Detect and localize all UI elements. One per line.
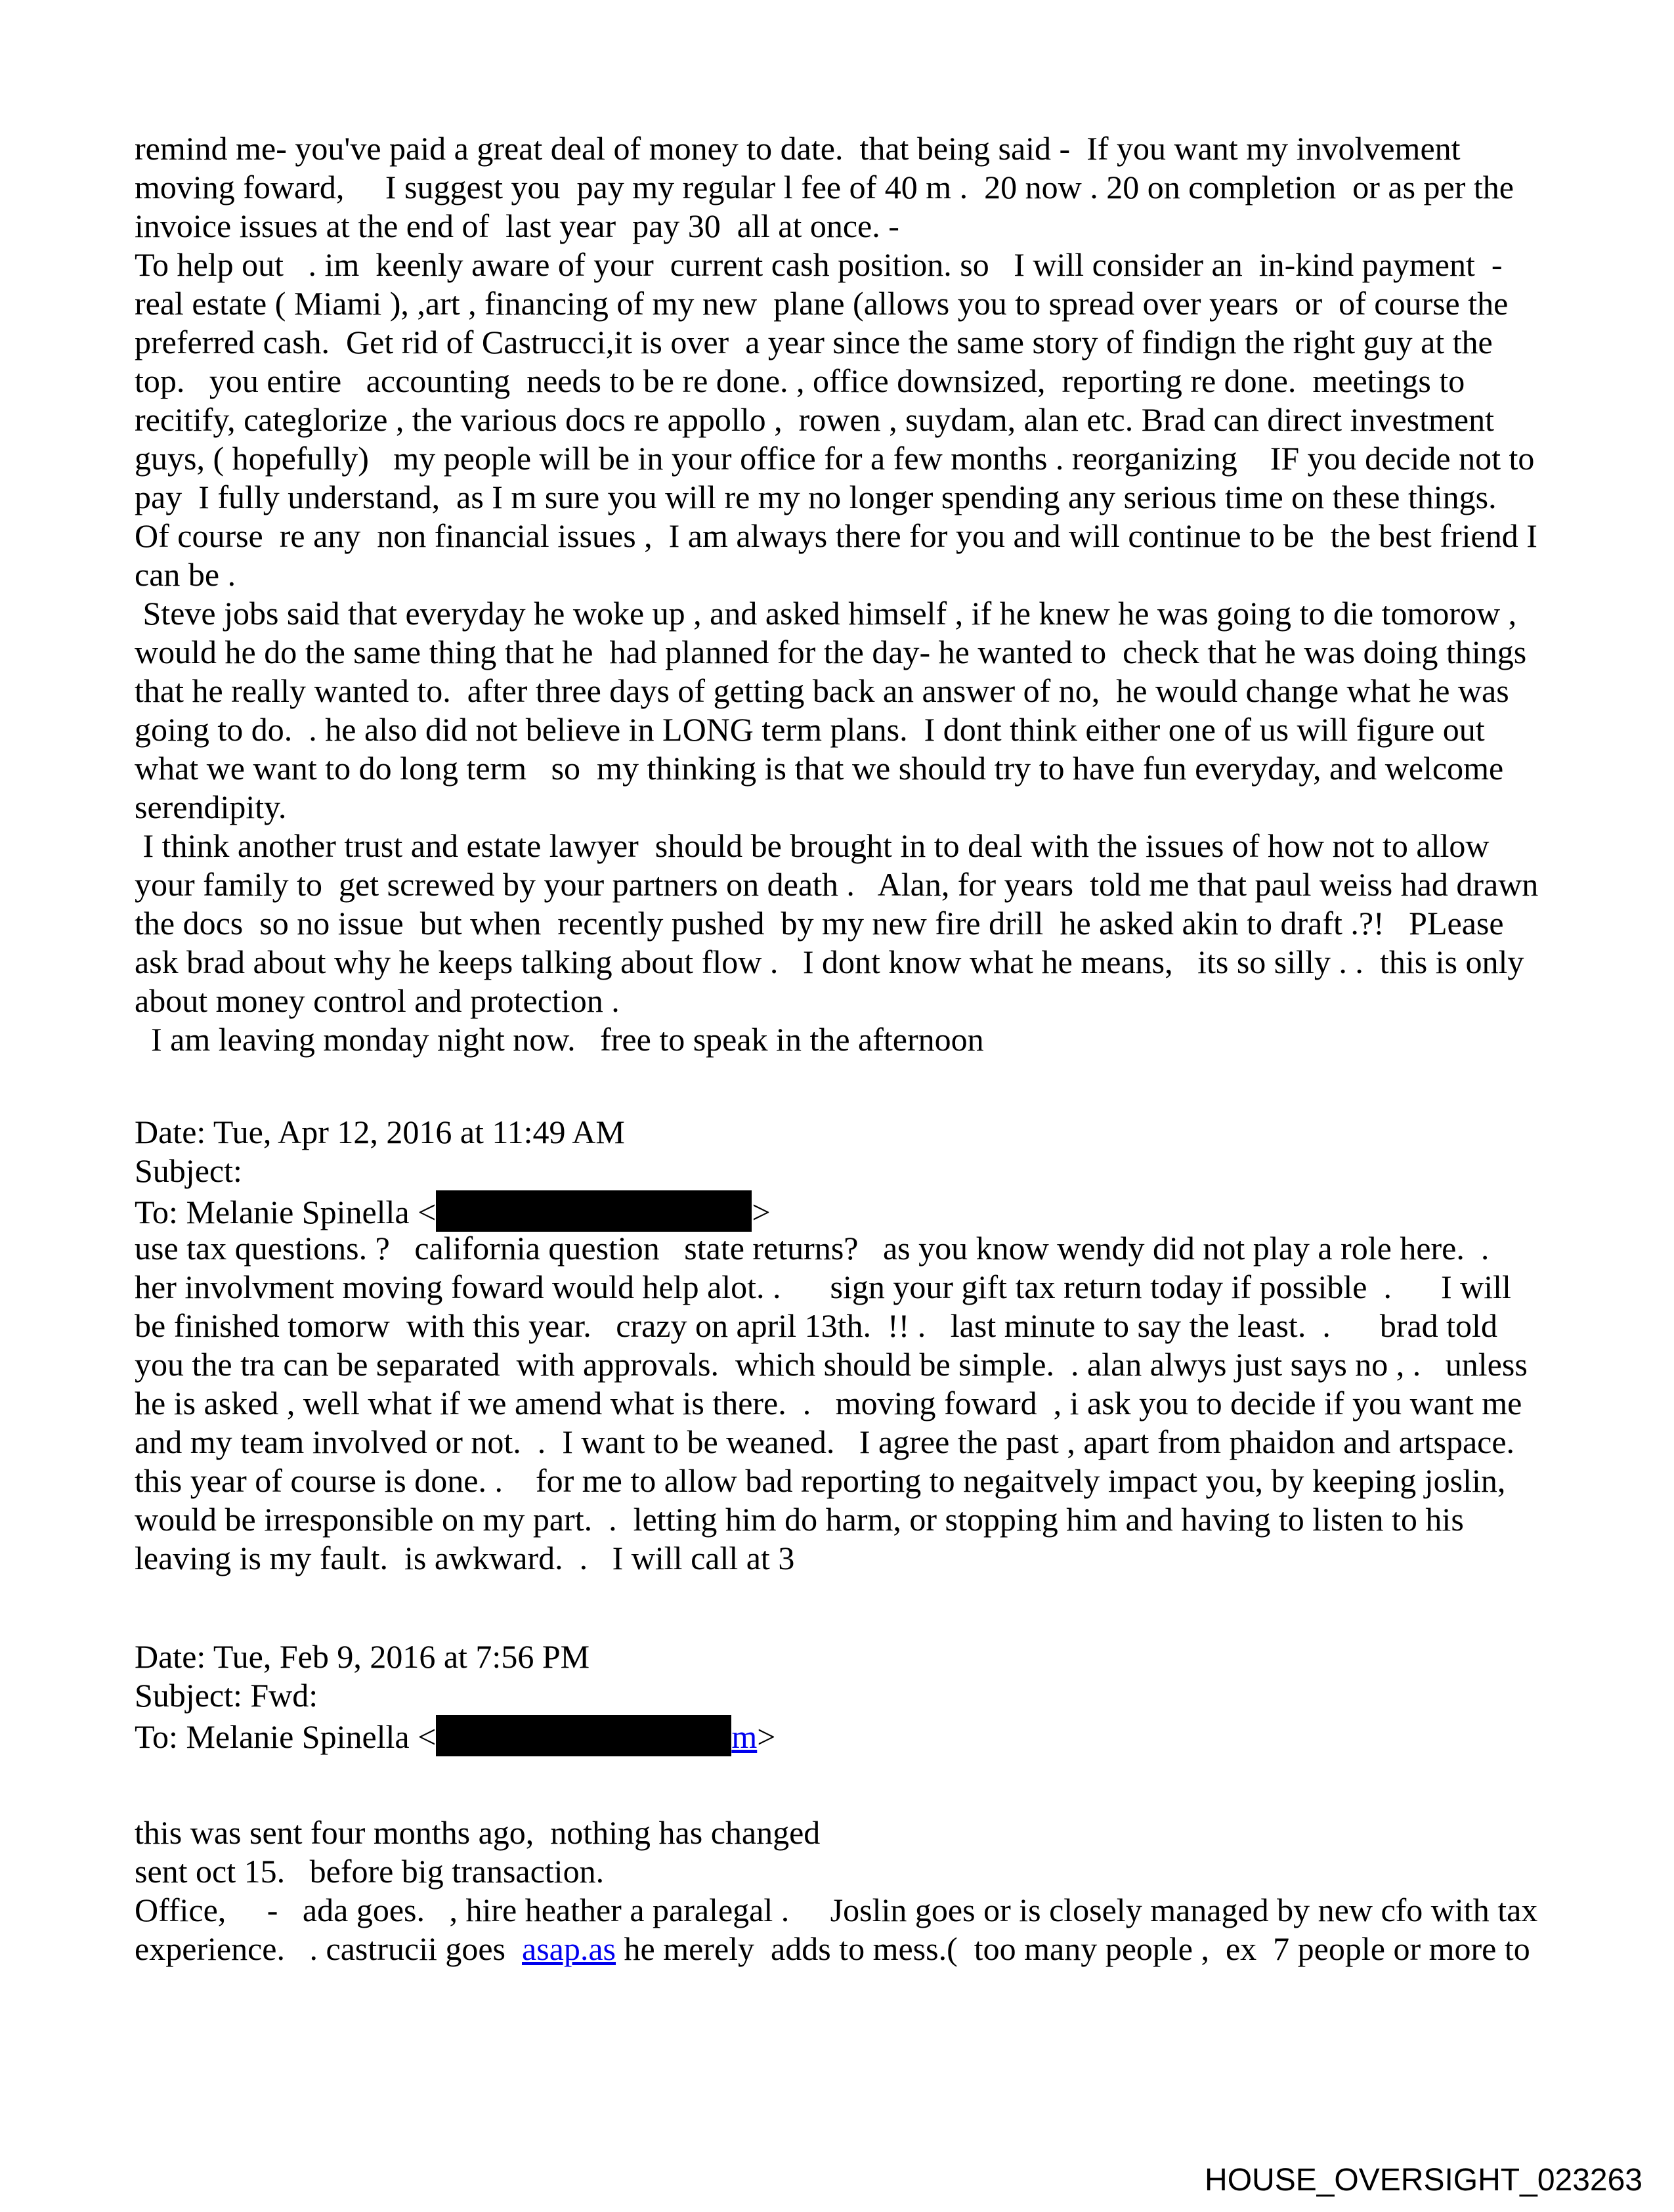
text-line: serendipity.: [135, 789, 287, 825]
email-3-header: [135, 1637, 1592, 1754]
text-line: real estate ( Miami ), ,art , financing of my new plane (allows you to spread over years or of course the: [135, 285, 1509, 322]
email-3-body: [135, 1813, 1592, 1968]
text-line: about money control and protection .: [135, 982, 620, 1019]
text-line: would he do the same thing that he had planned for the day- he wanted to check that he was doing things: [135, 634, 1527, 670]
text-line: sent oct 15. before big transaction.: [135, 1853, 605, 1890]
text-line: I am leaving monday night now. free to speak in the afternoon: [135, 1021, 984, 1058]
text-line: recitify, categlorize , the various docs re appollo , rowen , suydam, alan etc. Brad can direct investment: [135, 401, 1494, 438]
redacted-email-link[interactable]: m: [731, 1718, 758, 1755]
text-line: guys, ( hopefully) my people will be in your office for a few months . reorganizing IF you decide not to: [135, 440, 1535, 477]
to-closing-bracket: >: [752, 1194, 771, 1230]
email-2: [135, 1113, 1592, 1578]
text-line: invoice issues at the end of last year pay 30 all at once. -: [135, 207, 899, 244]
text-line: I think another trust and estate lawyer should be brought in to deal with the issues of how not to allow: [135, 827, 1490, 864]
text-line: use tax questions. ? california question state returns? as you know wendy did not play a role here. .: [135, 1230, 1490, 1267]
text-line: Steve jobs said that everyday he woke up , and asked himself , if he knew he was going to die tomorow ,: [135, 595, 1517, 632]
email-2-subject: Subject:: [135, 1152, 242, 1189]
email-2-date: Date: Tue, Apr 12, 2016 at 11:49 AM: [135, 1114, 625, 1150]
text-line: would be irresponsible on my part. . letting him do harm, or stopping him and having to listen to his: [135, 1501, 1464, 1538]
text-line-with-link: [135, 1930, 1592, 1968]
email-2-body: [135, 1229, 1592, 1578]
to-label: To: Melanie Spinella <: [135, 1718, 437, 1755]
redaction-box: [436, 1190, 752, 1232]
text-line: her involvment moving foward would help alot. . sign your gift tax return today if possible . I will: [135, 1269, 1511, 1305]
to-label: To: Melanie Spinella <: [135, 1194, 437, 1230]
text-line: top. you entire accounting needs to be re done. , office downsized, reporting re done. meetings to: [135, 362, 1465, 399]
text-line: Office, - ada goes. , hire heather a paralegal . Joslin goes or is closely managed by new cfo with tax: [135, 1892, 1538, 1928]
text-line: the docs so no issue but when recently pushed by my new fire drill he asked akin to draft .?! PLease: [135, 905, 1504, 942]
text-line: ask brad about why he keeps talking about flow . I dont know what he means, its so silly . . this is only: [135, 943, 1524, 980]
link-line-before: experience. . castrucii goes: [135, 1930, 523, 1967]
email-1-body: [135, 129, 1592, 1059]
text-line: that he really wanted to. after three days of getting back an answer of no, he would change what he was: [135, 672, 1509, 709]
text-line: pay I fully understand, as I m sure you will re my no longer spending any serious time on these things.: [135, 479, 1497, 515]
asap-link[interactable]: asap.as: [522, 1930, 616, 1967]
link-line-after: he merely adds to mess.( too many people , ex 7 people or more to: [616, 1930, 1530, 1967]
text-line: preferred cash. Get rid of Castrucci,it is over a year since the same story of findign the right guy at the: [135, 324, 1493, 360]
text-line: To help out . im keenly aware of your current cash position. so I will consider an in-kind payment -: [135, 246, 1503, 283]
text-line: your family to get screwed by your partners on death . Alan, for years told me that paul weiss had drawn: [135, 866, 1539, 903]
email-2-to-line: [135, 1190, 1592, 1229]
redaction-box: [436, 1715, 731, 1756]
text-line: what we want to do long term so my thinking is that we should try to have fun everyday, and welcome: [135, 750, 1504, 787]
email-3-date: Date: Tue, Feb 9, 2016 at 7:56 PM: [135, 1638, 590, 1675]
text-line: leaving is my fault. is awkward. . I will call at 3: [135, 1540, 795, 1576]
text-line: going to do. . he also did not believe in LONG term plans. I dont think either one of us will figure out: [135, 711, 1485, 748]
email-3-body-lines: [135, 1813, 1592, 1930]
text-line: Of course re any non financial issues , I am always there for you and will continue to be the best friend I: [135, 517, 1537, 554]
text-line: he is asked , well what if we amend what is there. . moving foward , i ask you to decide if you want me: [135, 1385, 1522, 1421]
text-line: be finished tomorw with this year. crazy on april 13th. !! . last minute to say the least. . brad told: [135, 1307, 1497, 1344]
text-line: can be .: [135, 556, 236, 593]
text-line: and my team involved or not. . I want to be weaned. I agree the past , apart from phaidon and artspace.: [135, 1423, 1515, 1460]
text-line: this year of course is done. . for me to allow bad reporting to negaitvely impact you, by keeping joslin,: [135, 1462, 1506, 1499]
email-3-subject: Subject: Fwd:: [135, 1677, 318, 1714]
bates-number: HOUSE_OVERSIGHT_023263: [1205, 2163, 1642, 2198]
text-line: this was sent four months ago, nothing has changed: [135, 1814, 821, 1851]
text-line: you the tra can be separated with approvals. which should be simple. . alan alwys just says no , . unless: [135, 1346, 1528, 1383]
email-3-to-line: [135, 1715, 1592, 1754]
text-line: remind me- you've paid a great deal of money to date. that being said - If you want my involvement: [135, 130, 1461, 167]
to-closing-bracket: >: [757, 1718, 776, 1755]
text-line: moving foward, I suggest you pay my regular l fee of 40 m . 20 now . 20 on completion or as per the: [135, 169, 1514, 206]
